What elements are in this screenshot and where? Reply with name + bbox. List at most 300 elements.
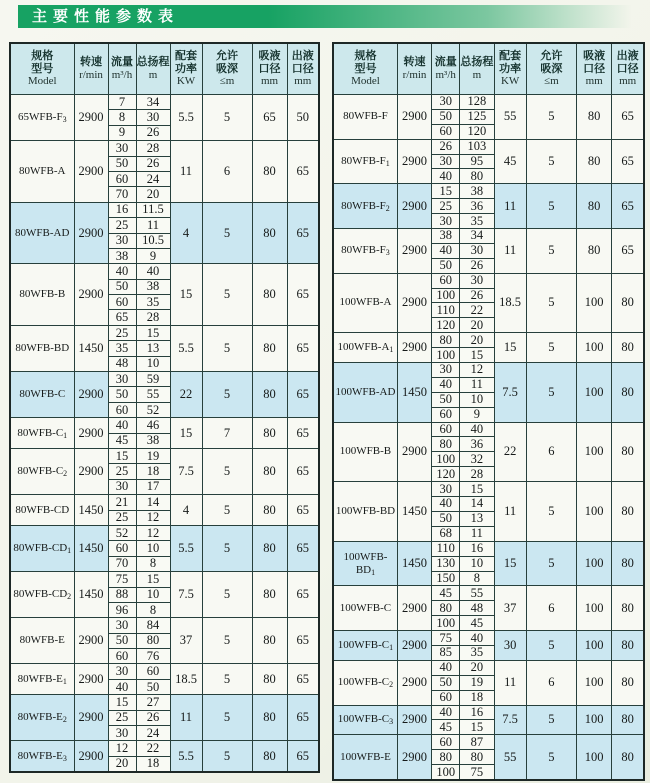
outlet-cell: 65 xyxy=(287,141,319,203)
flow-cell: 50 xyxy=(432,511,460,526)
outlet-cell: 80 xyxy=(612,541,644,586)
head-cell: 75 xyxy=(460,765,494,780)
flow-cell: 30 xyxy=(432,95,460,110)
head-cell: 128 xyxy=(460,95,494,110)
model-cell: 100WFB-AD xyxy=(333,363,397,423)
head-cell: 26 xyxy=(460,288,494,303)
flow-cell: 80 xyxy=(432,750,460,765)
speed-cell: 2900 xyxy=(397,660,431,705)
head-cell: 20 xyxy=(460,660,494,675)
header-row xyxy=(10,43,319,95)
suction-cell: 6 xyxy=(526,660,576,705)
table-row xyxy=(10,572,319,587)
head-cell: 40 xyxy=(460,631,494,646)
model-cell: 80WFB-A xyxy=(10,141,74,203)
inlet-cell: 80 xyxy=(252,325,287,371)
head-cell: 13 xyxy=(136,341,170,356)
power-cell: 37 xyxy=(170,618,202,664)
head-cell: 35 xyxy=(136,295,170,310)
head-cell: 11.5 xyxy=(136,202,170,217)
outlet-cell: 80 xyxy=(612,422,644,482)
flow-cell: 15 xyxy=(108,448,136,463)
head-cell: 34 xyxy=(136,95,170,110)
flow-cell: 130 xyxy=(432,556,460,571)
outlet-cell: 80 xyxy=(612,631,644,661)
model-cell: $100WFB-A_1$ xyxy=(333,333,397,363)
flow-cell: 60 xyxy=(432,422,460,437)
speed-cell: 2900 xyxy=(74,95,108,141)
model-cell: $100WFB-C_2$ xyxy=(333,660,397,705)
page-title-text: 主要性能参数表 xyxy=(32,8,180,25)
flow-cell: 70 xyxy=(108,187,136,202)
inlet-cell: 100 xyxy=(577,735,612,780)
head-cell: 80 xyxy=(460,750,494,765)
suction-cell: 5 xyxy=(526,735,576,780)
power-cell: 18.5 xyxy=(494,273,526,333)
flow-cell: 80 xyxy=(432,601,460,616)
flow-cell: 40 xyxy=(432,705,460,720)
flow-cell: 45 xyxy=(432,720,460,735)
flow-cell: 75 xyxy=(432,631,460,646)
suction-cell: 7 xyxy=(202,418,252,449)
table-row xyxy=(333,735,644,750)
outlet-cell: 65 xyxy=(287,325,319,371)
suction-cell: 5 xyxy=(526,631,576,661)
inlet-cell: 80 xyxy=(577,229,612,274)
model-cell: $100WFB-BD_1$ xyxy=(333,541,397,586)
head-cell: 38 xyxy=(136,279,170,294)
flow-cell: 150 xyxy=(432,571,460,586)
table-row xyxy=(333,541,644,556)
head-cell: 28 xyxy=(136,141,170,156)
inlet-cell: 80 xyxy=(252,695,287,741)
power-cell: 30 xyxy=(494,631,526,661)
head-cell: 18 xyxy=(136,756,170,772)
table-row xyxy=(10,695,319,710)
head-cell: 15 xyxy=(136,325,170,340)
outlet-cell: 65 xyxy=(287,695,319,741)
flow-cell: 30 xyxy=(432,214,460,229)
outlet-cell: 65 xyxy=(287,741,319,772)
head-cell: 19 xyxy=(136,448,170,463)
head-cell: 27 xyxy=(136,695,170,710)
flow-cell: 60 xyxy=(432,690,460,705)
flow-cell: 60 xyxy=(108,649,136,664)
flow-cell: 50 xyxy=(432,109,460,124)
power-cell: 45 xyxy=(494,139,526,184)
inlet-cell: 80 xyxy=(252,372,287,418)
model-cell: 80WFB-BD xyxy=(10,325,74,371)
suction-cell: 6 xyxy=(202,141,252,203)
flow-cell: 30 xyxy=(108,618,136,633)
flow-cell: 110 xyxy=(432,541,460,556)
head-cell: 50 xyxy=(136,679,170,694)
column-header-power: 配套 功率 KW xyxy=(494,43,526,95)
suction-cell: 5 xyxy=(202,618,252,664)
speed-cell: 2900 xyxy=(74,264,108,326)
inlet-cell: 65 xyxy=(252,95,287,141)
speed-cell: 2900 xyxy=(397,95,431,140)
suction-cell: 5 xyxy=(202,95,252,141)
head-cell: 84 xyxy=(136,618,170,633)
head-cell: 8 xyxy=(136,556,170,571)
outlet-cell: 80 xyxy=(612,586,644,631)
column-header-model: 规格 型号 Model xyxy=(333,43,397,95)
head-cell: 22 xyxy=(460,303,494,318)
performance-table-left xyxy=(9,42,320,773)
outlet-cell: 65 xyxy=(287,525,319,571)
outlet-cell: 65 xyxy=(612,184,644,229)
suction-cell: 5 xyxy=(202,695,252,741)
head-cell: 34 xyxy=(460,229,494,244)
table-row xyxy=(10,495,319,510)
inlet-cell: 100 xyxy=(577,631,612,661)
head-cell: 11 xyxy=(136,218,170,233)
head-cell: 80 xyxy=(136,633,170,648)
table-row xyxy=(10,141,319,156)
head-cell: 46 xyxy=(136,418,170,433)
flow-cell: 30 xyxy=(108,479,136,494)
table-row xyxy=(10,741,319,756)
speed-cell: 1450 xyxy=(74,525,108,571)
head-cell: 38 xyxy=(136,433,170,448)
outlet-cell: 65 xyxy=(287,495,319,526)
model-cell: $65WFB-F_3$ xyxy=(10,95,74,141)
flow-cell: 45 xyxy=(432,586,460,601)
head-cell: 13 xyxy=(460,511,494,526)
table-row xyxy=(10,325,319,340)
column-header-outlet: 出液 口径 mm xyxy=(287,43,319,95)
power-cell: 7.5 xyxy=(170,448,202,494)
head-cell: 26 xyxy=(460,258,494,273)
flow-cell: 100 xyxy=(432,452,460,467)
table-row xyxy=(10,448,319,463)
head-cell: 12 xyxy=(136,510,170,525)
head-cell: 11 xyxy=(460,377,494,392)
outlet-cell: 80 xyxy=(612,660,644,705)
table-row xyxy=(10,418,319,433)
model-cell: $100WFB-C_1$ xyxy=(333,631,397,661)
column-header-inlet: 吸液 口径 mm xyxy=(577,43,612,95)
power-cell: 15 xyxy=(170,264,202,326)
suction-cell: 5 xyxy=(202,448,252,494)
head-cell: 20 xyxy=(136,187,170,202)
table-row xyxy=(333,422,644,437)
flow-cell: 35 xyxy=(108,341,136,356)
flow-cell: 80 xyxy=(432,437,460,452)
head-cell: 18 xyxy=(136,464,170,479)
suction-cell: 6 xyxy=(526,586,576,631)
flow-cell: 85 xyxy=(432,645,460,660)
header-row xyxy=(333,43,644,95)
outlet-cell: 65 xyxy=(287,572,319,618)
speed-cell: 1450 xyxy=(74,572,108,618)
flow-cell: 26 xyxy=(432,139,460,154)
flow-cell: 60 xyxy=(432,735,460,750)
suction-cell: 5 xyxy=(202,202,252,264)
head-cell: 28 xyxy=(136,310,170,325)
outlet-cell: 80 xyxy=(612,363,644,423)
head-cell: 30 xyxy=(136,110,170,125)
table-row xyxy=(10,525,319,540)
inlet-cell: 100 xyxy=(577,705,612,735)
flow-cell: 50 xyxy=(432,675,460,690)
inlet-cell: 100 xyxy=(577,482,612,542)
flow-cell: 80 xyxy=(432,333,460,348)
outlet-cell: 65 xyxy=(287,202,319,264)
model-cell: $80WFB-F_3$ xyxy=(333,229,397,274)
suction-cell: 5 xyxy=(526,139,576,184)
power-cell: 55 xyxy=(494,735,526,780)
suction-cell: 5 xyxy=(202,664,252,695)
head-cell: 14 xyxy=(136,495,170,510)
power-cell: 11 xyxy=(170,141,202,203)
head-cell: 10 xyxy=(136,356,170,371)
outlet-cell: 65 xyxy=(287,664,319,695)
speed-cell: 2900 xyxy=(397,735,431,780)
model-cell: $80WFB-CD_2$ xyxy=(10,572,74,618)
table-row xyxy=(333,139,644,154)
inlet-cell: 80 xyxy=(252,495,287,526)
power-cell: 7.5 xyxy=(494,363,526,423)
suction-cell: 5 xyxy=(202,264,252,326)
speed-cell: 2900 xyxy=(397,422,431,482)
model-cell: $80WFB-CD_1$ xyxy=(10,525,74,571)
suction-cell: 6 xyxy=(526,422,576,482)
model-cell: 100WFB-E xyxy=(333,735,397,780)
inlet-cell: 80 xyxy=(252,418,287,449)
outlet-cell: 65 xyxy=(612,139,644,184)
model-cell: 80WFB-E xyxy=(10,618,74,664)
flow-cell: 40 xyxy=(108,679,136,694)
head-cell: 103 xyxy=(460,139,494,154)
model-cell: $80WFB-E_1$ xyxy=(10,664,74,695)
flow-cell: 60 xyxy=(432,124,460,139)
power-cell: 18.5 xyxy=(170,664,202,695)
speed-cell: 2900 xyxy=(397,273,431,333)
flow-cell: 50 xyxy=(108,633,136,648)
speed-cell: 2900 xyxy=(397,631,431,661)
head-cell: 10 xyxy=(136,541,170,556)
outlet-cell: 65 xyxy=(287,264,319,326)
model-cell: $80WFB-F_1$ xyxy=(333,139,397,184)
flow-cell: 40 xyxy=(432,377,460,392)
flow-cell: 40 xyxy=(108,418,136,433)
suction-cell: 5 xyxy=(526,363,576,423)
flow-cell: 60 xyxy=(108,171,136,186)
flow-cell: 30 xyxy=(108,726,136,741)
flow-cell: 15 xyxy=(108,695,136,710)
table-row xyxy=(333,229,644,244)
flow-cell: 50 xyxy=(108,279,136,294)
speed-cell: 2900 xyxy=(397,705,431,735)
speed-cell: 2900 xyxy=(397,229,431,274)
outlet-cell: 65 xyxy=(287,618,319,664)
flow-cell: 30 xyxy=(108,664,136,679)
inlet-cell: 80 xyxy=(252,141,287,203)
head-cell: 48 xyxy=(460,601,494,616)
head-cell: 18 xyxy=(460,690,494,705)
column-header-head: 总扬程 m xyxy=(136,43,170,95)
speed-cell: 2900 xyxy=(74,741,108,772)
speed-cell: 2900 xyxy=(74,141,108,203)
speed-cell: 2900 xyxy=(74,448,108,494)
table-row xyxy=(10,618,319,633)
table-row xyxy=(333,333,644,348)
flow-cell: 120 xyxy=(432,318,460,333)
outlet-cell: 80 xyxy=(612,735,644,780)
suction-cell: 5 xyxy=(526,541,576,586)
flow-cell: 60 xyxy=(108,402,136,417)
head-cell: 8 xyxy=(136,602,170,617)
head-cell: 11 xyxy=(460,526,494,541)
flow-cell: 7 xyxy=(108,95,136,110)
column-header-inlet: 吸液 口径 mm xyxy=(252,43,287,95)
power-cell: 5.5 xyxy=(170,95,202,141)
flow-cell: 16 xyxy=(108,202,136,217)
speed-cell: 2900 xyxy=(397,333,431,363)
power-cell: 5.5 xyxy=(170,525,202,571)
speed-cell: 1450 xyxy=(397,541,431,586)
head-cell: 19 xyxy=(460,675,494,690)
flow-cell: 8 xyxy=(108,110,136,125)
suction-cell: 5 xyxy=(526,705,576,735)
head-cell: 30 xyxy=(460,273,494,288)
flow-cell: 38 xyxy=(108,248,136,263)
inlet-cell: 80 xyxy=(252,202,287,264)
flow-cell: 25 xyxy=(108,218,136,233)
speed-cell: 2900 xyxy=(74,664,108,695)
head-cell: 95 xyxy=(460,154,494,169)
outlet-cell: 80 xyxy=(612,333,644,363)
power-cell: 11 xyxy=(494,482,526,542)
suction-cell: 5 xyxy=(526,184,576,229)
model-cell: $80WFB-C_2$ xyxy=(10,448,74,494)
head-cell: 10 xyxy=(136,587,170,602)
flow-cell: 88 xyxy=(108,587,136,602)
head-cell: 16 xyxy=(460,541,494,556)
table-row xyxy=(10,372,319,387)
outlet-cell: 80 xyxy=(612,273,644,333)
flow-cell: 40 xyxy=(432,497,460,512)
head-cell: 9 xyxy=(460,407,494,422)
table-row xyxy=(10,95,319,110)
column-header-flow: 流量 m³/h xyxy=(108,43,136,95)
outlet-cell: 80 xyxy=(612,705,644,735)
flow-cell: 40 xyxy=(432,169,460,184)
flow-cell: 100 xyxy=(432,765,460,780)
head-cell: 125 xyxy=(460,109,494,124)
flow-cell: 25 xyxy=(108,510,136,525)
table-row xyxy=(10,264,319,279)
speed-cell: 2900 xyxy=(397,586,431,631)
head-cell: 35 xyxy=(460,645,494,660)
head-cell: 10 xyxy=(460,556,494,571)
page-title xyxy=(18,5,644,28)
power-cell: 4 xyxy=(170,495,202,526)
suction-cell: 5 xyxy=(526,95,576,140)
inlet-cell: 100 xyxy=(577,333,612,363)
table-row xyxy=(10,202,319,217)
head-cell: 16 xyxy=(460,705,494,720)
head-cell: 40 xyxy=(460,422,494,437)
power-cell: 15 xyxy=(494,541,526,586)
table-row xyxy=(333,95,644,110)
model-cell: 100WFB-A xyxy=(333,273,397,333)
power-cell: 5.5 xyxy=(170,741,202,772)
table-row xyxy=(333,273,644,288)
flow-cell: 50 xyxy=(108,156,136,171)
suction-cell: 5 xyxy=(526,273,576,333)
speed-cell: 2900 xyxy=(74,695,108,741)
flow-cell: 30 xyxy=(108,233,136,248)
head-cell: 55 xyxy=(136,387,170,402)
column-header-head: 总扬程 m xyxy=(460,43,494,95)
column-header-speed: 转速 r/min xyxy=(397,43,431,95)
outlet-cell: 65 xyxy=(287,372,319,418)
model-cell: 80WFB-C xyxy=(10,372,74,418)
inlet-cell: 80 xyxy=(252,741,287,772)
head-cell: 15 xyxy=(460,348,494,363)
model-cell: 100WFB-B xyxy=(333,422,397,482)
model-cell: $80WFB-F_2$ xyxy=(333,184,397,229)
column-header-suction: 允许 吸深 ≤m xyxy=(202,43,252,95)
head-cell: 76 xyxy=(136,649,170,664)
suction-cell: 5 xyxy=(202,741,252,772)
head-cell: 20 xyxy=(460,318,494,333)
table-row xyxy=(333,482,644,497)
flow-cell: 68 xyxy=(432,526,460,541)
inlet-cell: 100 xyxy=(577,660,612,705)
head-cell: 26 xyxy=(136,156,170,171)
model-cell: $100WFB-C_3$ xyxy=(333,705,397,735)
model-cell: 80WFB-CD xyxy=(10,495,74,526)
table-row xyxy=(333,660,644,675)
head-cell: 26 xyxy=(136,125,170,140)
head-cell: 12 xyxy=(136,525,170,540)
inlet-cell: 80 xyxy=(252,525,287,571)
inlet-cell: 100 xyxy=(577,363,612,423)
speed-cell: 1450 xyxy=(397,363,431,423)
head-cell: 24 xyxy=(136,171,170,186)
table-row xyxy=(333,363,644,378)
outlet-cell: 65 xyxy=(287,448,319,494)
power-cell: 11 xyxy=(170,695,202,741)
head-cell: 12 xyxy=(460,363,494,378)
flow-cell: 12 xyxy=(108,741,136,756)
power-cell: 11 xyxy=(494,229,526,274)
table-row xyxy=(333,631,644,646)
speed-cell: 2900 xyxy=(397,184,431,229)
model-cell: 80WFB-F xyxy=(333,95,397,140)
suction-cell: 5 xyxy=(202,525,252,571)
inlet-cell: 80 xyxy=(252,448,287,494)
suction-cell: 5 xyxy=(202,325,252,371)
head-cell: 17 xyxy=(136,479,170,494)
flow-cell: 40 xyxy=(432,660,460,675)
inlet-cell: 80 xyxy=(577,184,612,229)
flow-cell: 100 xyxy=(432,348,460,363)
head-cell: 55 xyxy=(460,586,494,601)
inlet-cell: 80 xyxy=(577,139,612,184)
inlet-cell: 80 xyxy=(577,95,612,140)
column-header-suction: 允许 吸深 ≤m xyxy=(526,43,576,95)
flow-cell: 21 xyxy=(108,495,136,510)
power-cell: 22 xyxy=(494,422,526,482)
head-cell: 36 xyxy=(460,199,494,214)
head-cell: 36 xyxy=(460,437,494,452)
speed-cell: 2900 xyxy=(74,618,108,664)
